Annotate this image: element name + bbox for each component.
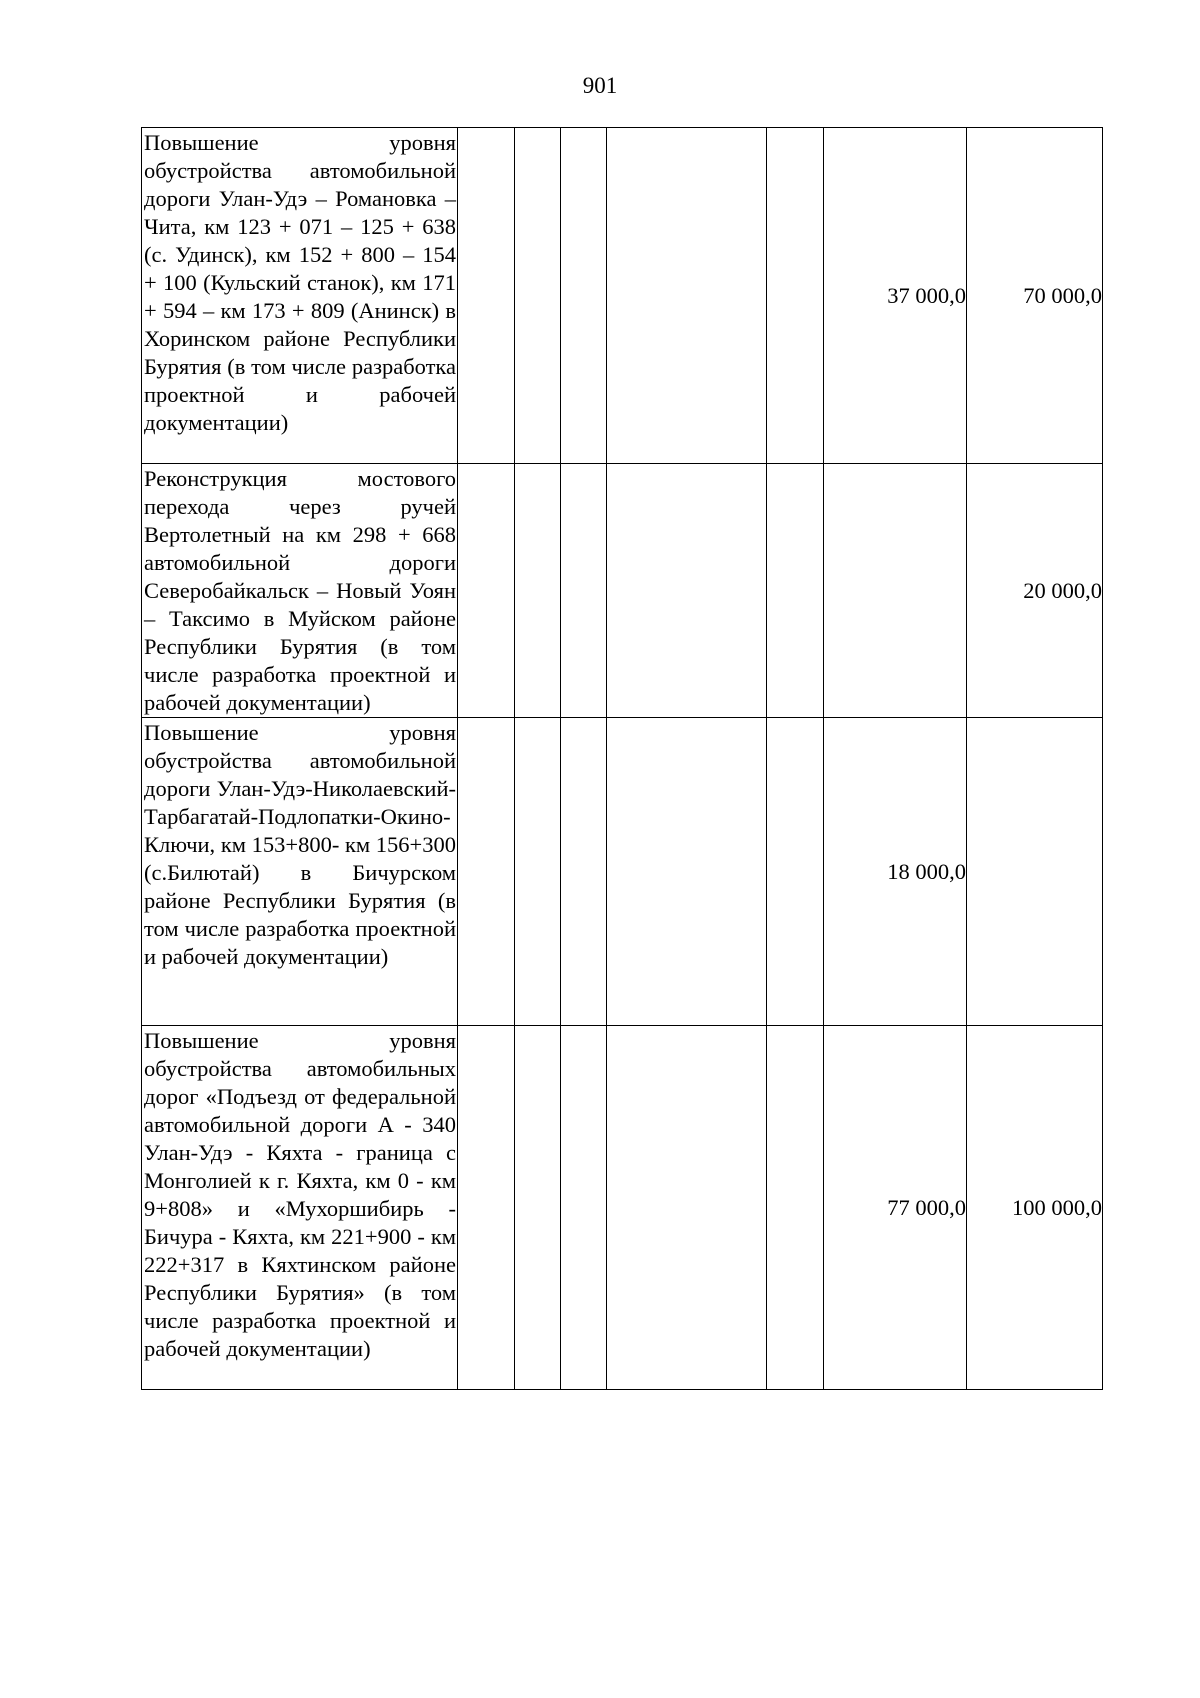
empty-cell	[458, 718, 515, 1026]
empty-cell	[767, 464, 824, 718]
empty-cell	[561, 718, 607, 1026]
empty-cell	[767, 128, 824, 464]
empty-cell	[607, 1026, 767, 1390]
value-b-cell: 100 000,0	[967, 1026, 1103, 1390]
value-a-cell: 37 000,0	[824, 128, 967, 464]
empty-cell	[607, 718, 767, 1026]
row-description: Повышение уровня обустройства автомобильной дороги Улан-Удэ-Николаевский-Тарбагатай-Подлопатки-Окино-Ключи, км 153+800- км 156+300 (с.Билютай) в Бичурском районе Республики Бурятия (в том числе разработка проектной и рабочей документации)	[142, 718, 458, 1026]
value-b-cell: 20 000,0	[967, 464, 1103, 718]
row-description: Реконструкция мостового перехода через ручей Вертолетный на км 298 + 668 автомобильной дороги Северобайкальск – Новый Уоян – Таксимо в Муйском районе Республики Бурятия (в том числе разработка проектной и рабочей документации)	[142, 464, 458, 718]
table-row	[142, 464, 1103, 718]
table-row	[142, 1026, 1103, 1390]
empty-cell	[515, 464, 561, 718]
empty-cell	[607, 128, 767, 464]
value-b-cell	[967, 718, 1103, 1026]
empty-cell	[561, 464, 607, 718]
empty-cell	[515, 718, 561, 1026]
budget-table	[141, 127, 1103, 1390]
empty-cell	[561, 1026, 607, 1390]
value-a-cell	[824, 464, 967, 718]
empty-cell	[767, 1026, 824, 1390]
empty-cell	[515, 1026, 561, 1390]
empty-cell	[515, 128, 561, 464]
empty-cell	[458, 464, 515, 718]
empty-cell	[607, 464, 767, 718]
value-a-cell: 77 000,0	[824, 1026, 967, 1390]
table-row	[142, 128, 1103, 464]
row-description: Повышение уровня обустройства автомобильной дороги Улан-Удэ – Романовка – Чита, км 123 + 071 – 125 + 638 (с. Удинск), км 152 + 800 – 154 + 100 (Кульский станок), км 171 + 594 – км 173 + 809 (Анинск) в Хоринском районе Республики Бурятия (в том числе разработка проектной и рабочей документации)	[142, 128, 458, 464]
empty-cell	[458, 128, 515, 464]
table-row	[142, 718, 1103, 1026]
empty-cell	[561, 128, 607, 464]
value-a-cell: 18 000,0	[824, 718, 967, 1026]
page-number: 901	[582, 73, 618, 98]
row-description: Повышение уровня обустройства автомобильных дорог «Подъезд от федеральной автомобильной дороги А - 340 Улан-Удэ - Кяхта - граница с Монголией к г. Кяхта, км 0 - км 9+808» и «Мухоршибирь - Бичура - Кяхта, км 221+900 - км 222+317 в Кяхтинском районе Республики Бурятия» (в том числе разработка проектной и рабочей документации)	[142, 1026, 458, 1390]
empty-cell	[767, 718, 824, 1026]
value-b-cell: 70 000,0	[967, 128, 1103, 464]
empty-cell	[458, 1026, 515, 1390]
